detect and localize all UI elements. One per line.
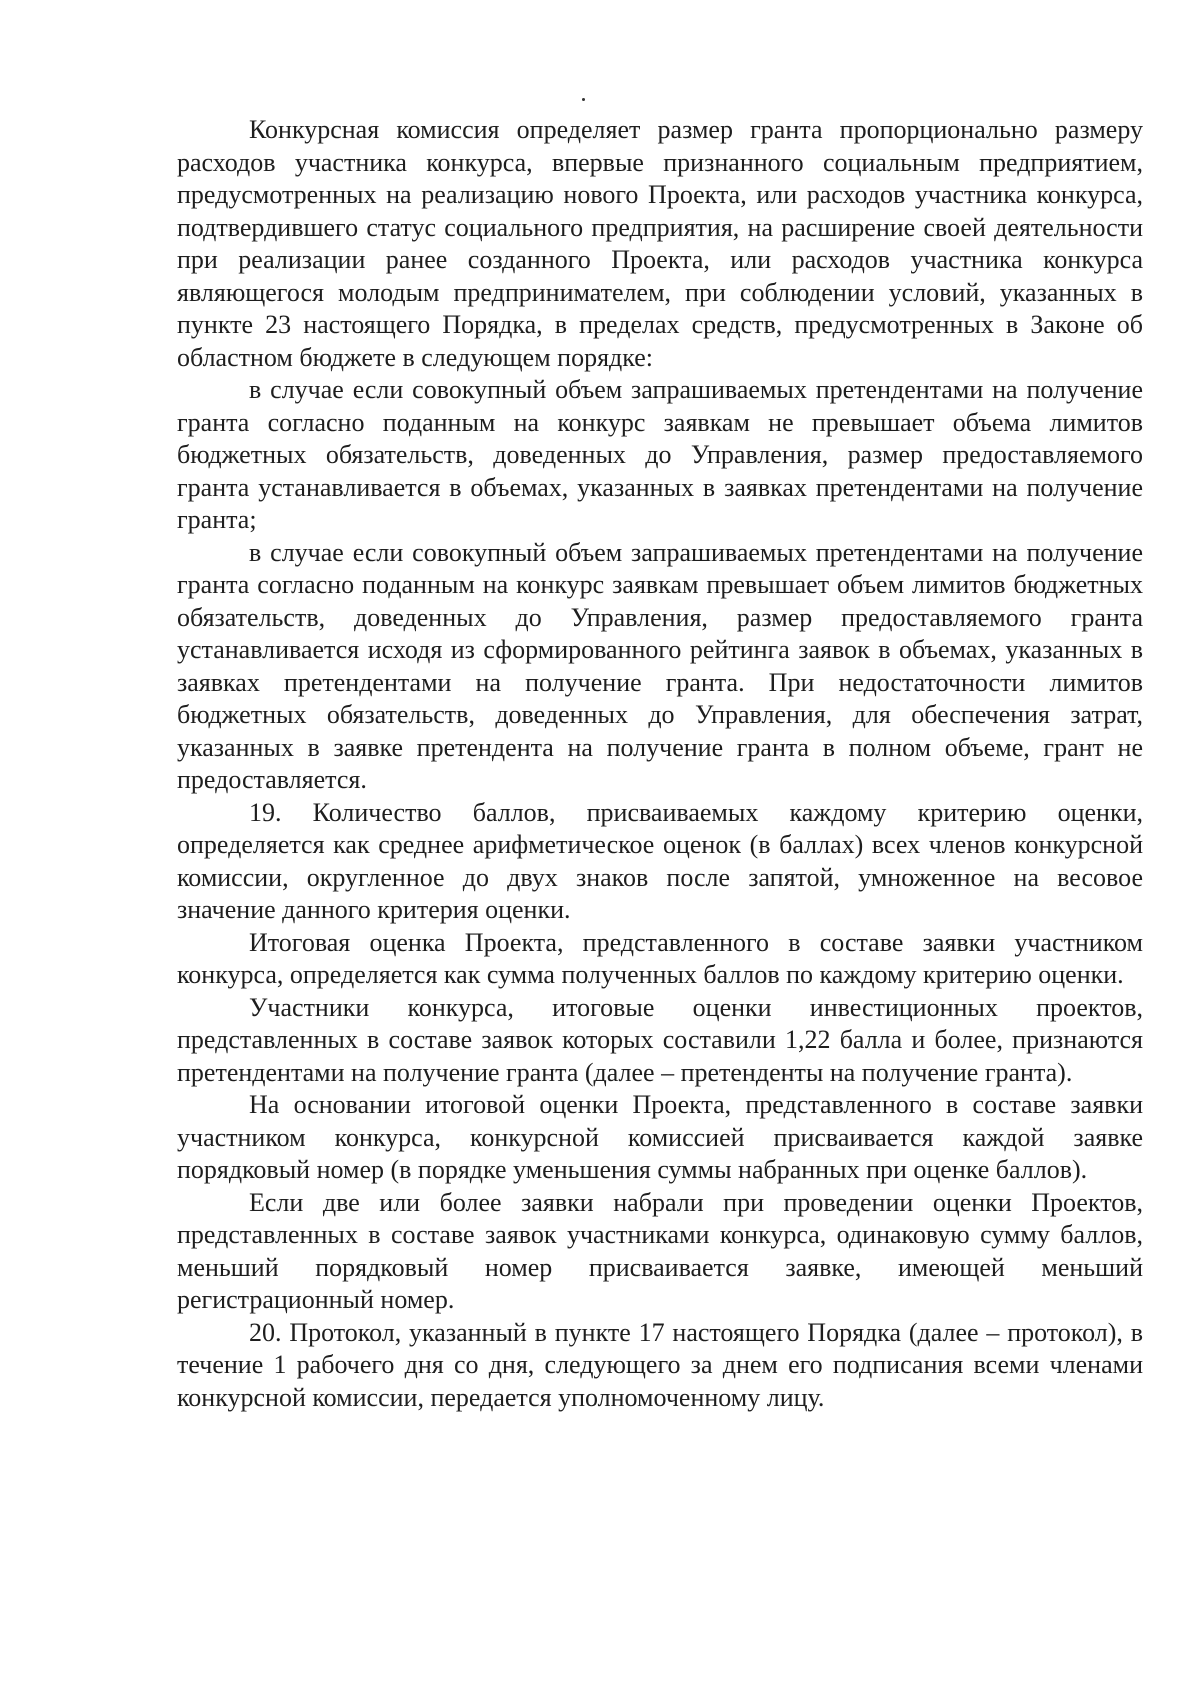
paragraph-final-score: Итоговая оценка Проекта, представленного в составе заявки участником конкурса, определяется как сумма полученных баллов по каждому критерию оценки.: [177, 927, 1143, 989]
paragraph-not-exceeding-limits: в случае если совокупный объем запрашиваемых претендентами на получение гранта согласно поданным на конкурс заявкам не превышает объема лимитов бюджетных обязательств, доведенных до Управления, размер предоставляемого гранта устанавливается в объемах, указанных в заявках претендентами на получение гранта;: [177, 375, 1143, 534]
paragraph-participants-threshold: Участники конкурса, итоговые оценки инвестиционных проектов, представленных в составе заявок которых составили 1,22 балла и более, признаются претендентами на получение гранта (далее – претенденты на получение гранта).: [177, 992, 1143, 1087]
paragraph-item-19: 19. Количество баллов, присваиваемых каждому критерию оценки, определяется как среднее арифметическое оценок (в баллах) всех членов конкурсной комиссии, округленное до двух знаков после запятой, умноженное на весовое значение данного критерия оценки.: [177, 797, 1143, 924]
paragraph-equal-scores: Если две или более заявки набрали при проведении оценки Проектов, представленных в составе заявок участниками конкурса, одинаковую сумму баллов, меньший порядковый номер присваивается заявке, имеющей меньший регистрационный номер.: [177, 1187, 1143, 1314]
paragraph-item-20: 20. Протокол, указанный в пункте 17 настоящего Порядка (далее – протокол), в течение 1 рабочего дня со дня, следующего за днем его подписания всеми членами конкурсной комиссии, передается уполномоченному лицу.: [177, 1317, 1143, 1412]
scan-dot-mark: [582, 98, 585, 101]
paragraph-ordinal-number: На основании итоговой оценки Проекта, представленного в составе заявки участником конкурса, конкурсной комиссией присваивается каждой заявке порядковый номер (в порядке уменьшения суммы набранных при оценке баллов).: [177, 1090, 1143, 1184]
paragraph-exceeding-limits: в случае если совокупный объем запрашиваемых претендентами на получение гранта согласно поданным на конкурс заявкам превышает объем лимитов бюджетных обязательств, доведенных до Управления, размер предоставляемого гранта устанавливается исходя из сформированного рейтинга заявок в объемах, указанных в заявках претендентами на получение гранта. При недостаточности лимитов бюджетных обязательств, доведенных до Управления, для обеспечения затрат, указанных в заявке претендента на получение гранта в полном объеме, грант не предоставляется.: [177, 537, 1143, 794]
paragraph-grant-size-rule: Конкурсная комиссия определяет размер гранта пропорционально размеру расходов участника конкурса, впервые признанного социальным предприятием, предусмотренных на реализацию нового Проекта, или расходов участника конкурса, подтвердившего статус социального предприятия, на расширение своей деятельности при реализации ранее созданного Проекта, или расходов участника конкурса являющегося молодым предпринимателем, при соблюдении условий, указанных в пункте 23 настоящего Порядка, в пределах средств, предусмотренных в Законе об областном бюджете в следующем порядке:: [177, 115, 1143, 372]
document-body: [177, 114, 1143, 1414]
